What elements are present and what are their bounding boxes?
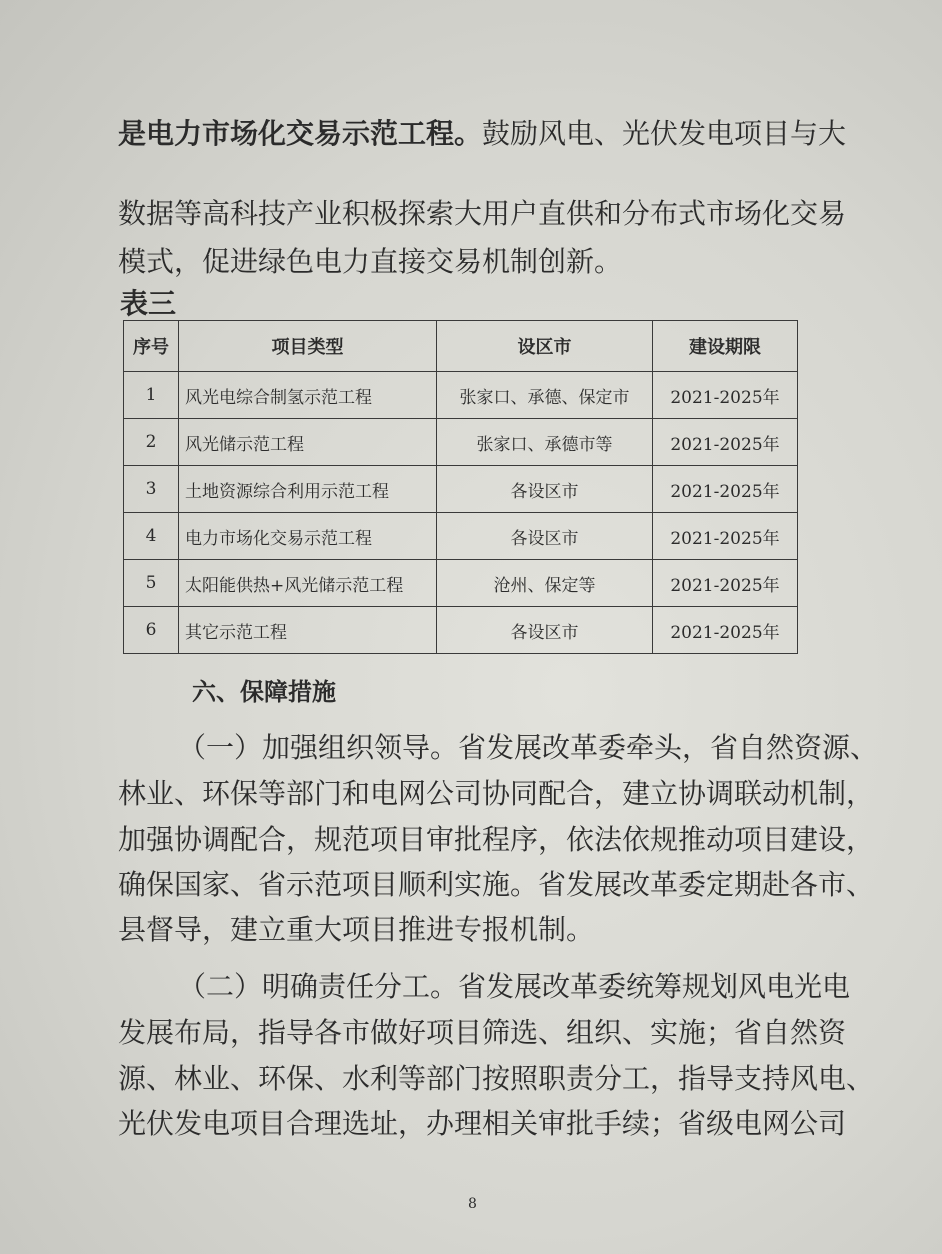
para1-line: 林业、环保等部门和电网公司协同配合，建立协调联动机制， bbox=[118, 777, 875, 810]
table-cell: 2021-2025年 bbox=[653, 607, 798, 654]
col-header: 序号 bbox=[124, 321, 179, 372]
table-cell: 张家口、承德市等 bbox=[437, 419, 653, 466]
table-cell: 张家口、承德、保定市 bbox=[437, 372, 653, 419]
table-row bbox=[124, 607, 798, 654]
intro-text: 鼓励风电、光伏发电项目与大 bbox=[482, 117, 847, 150]
para2-line: 光伏发电项目合理选址，办理相关审批手续；省级电网公司 bbox=[118, 1107, 847, 1140]
table-cell: 各设区市 bbox=[437, 513, 653, 560]
table-cell: 沧州、保定等 bbox=[437, 560, 653, 607]
table-cell: 6 bbox=[124, 607, 179, 654]
para1-line: （一）加强组织领导。省发展改革委牵头，省自然资源、 bbox=[178, 731, 879, 764]
intro-line-1 bbox=[118, 112, 847, 152]
col-header: 设区市 bbox=[437, 321, 653, 372]
table-cell: 5 bbox=[124, 560, 179, 607]
para2-line: 发展布局，指导各市做好项目筛选、组织、实施；省自然资 bbox=[118, 1016, 847, 1049]
table-cell: 2021-2025年 bbox=[653, 466, 798, 513]
table-cell: 各设区市 bbox=[437, 607, 653, 654]
table-cell: 太阳能供热+风光储示范工程 bbox=[179, 560, 437, 607]
table-header-row bbox=[124, 321, 798, 372]
projects-table bbox=[123, 320, 798, 654]
table-cell: 2 bbox=[124, 419, 179, 466]
para2-line: （二）明确责任分工。省发展改革委统筹规划风电光电 bbox=[178, 970, 851, 1003]
para1-line: 确保国家、省示范项目顺利实施。省发展改革委定期赴各市、 bbox=[118, 868, 875, 901]
table-title: 表三 bbox=[120, 287, 177, 320]
bold-lead: 是电力市场化交易示范工程。 bbox=[118, 117, 483, 150]
intro-line-3: 模式，促进绿色电力直接交易机制创新。 bbox=[118, 245, 623, 278]
table-cell: 电力市场化交易示范工程 bbox=[179, 513, 437, 560]
table-cell: 3 bbox=[124, 466, 179, 513]
table-cell: 土地资源综合利用示范工程 bbox=[179, 466, 437, 513]
table-cell: 2021-2025年 bbox=[653, 372, 798, 419]
section-heading: 六、保障措施 bbox=[192, 678, 336, 706]
table-cell: 4 bbox=[124, 513, 179, 560]
table-cell: 各设区市 bbox=[437, 466, 653, 513]
table-cell: 1 bbox=[124, 372, 179, 419]
table-row bbox=[124, 560, 798, 607]
table-cell: 风光储示范工程 bbox=[179, 419, 437, 466]
page-number: 8 bbox=[468, 1196, 477, 1212]
table-cell: 2021-2025年 bbox=[653, 513, 798, 560]
table-cell: 风光电综合制氢示范工程 bbox=[179, 372, 437, 419]
para2-line: 源、林业、环保、水利等部门按照职责分工，指导支持风电、 bbox=[118, 1062, 875, 1095]
col-header: 项目类型 bbox=[179, 321, 437, 372]
col-header: 建设期限 bbox=[653, 321, 798, 372]
intro-line-2: 数据等高科技产业积极探索大用户直供和分布式市场化交易 bbox=[118, 197, 847, 230]
table-row bbox=[124, 372, 798, 419]
table-row bbox=[124, 466, 798, 513]
table-cell: 其它示范工程 bbox=[179, 607, 437, 654]
table-cell: 2021-2025年 bbox=[653, 560, 798, 607]
table-row bbox=[124, 419, 798, 466]
table-cell: 2021-2025年 bbox=[653, 419, 798, 466]
table-row bbox=[124, 513, 798, 560]
para1-line: 县督导，建立重大项目推进专报机制。 bbox=[118, 913, 595, 946]
para1-line: 加强协调配合，规范项目审批程序，依法依规推动项目建设， bbox=[118, 823, 875, 856]
